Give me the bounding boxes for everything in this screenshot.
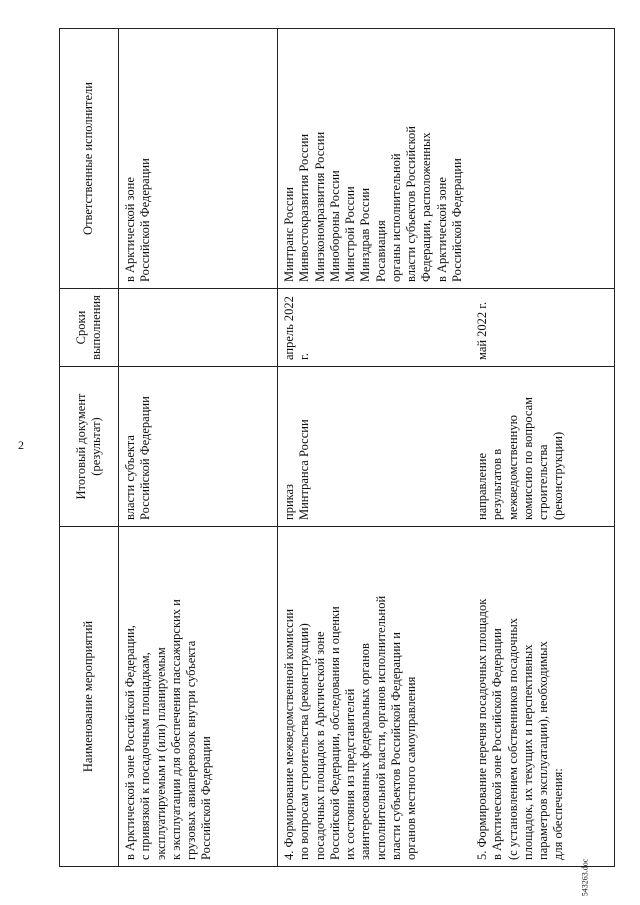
header-deadline: Сроки выполнения — [60, 289, 119, 367]
table-row — [119, 29, 278, 867]
measures-table — [59, 28, 615, 867]
table-row — [471, 29, 615, 867]
row-2-name: 4. Формирование межведомственной комиссии по вопросам строительства (реконструкции) посадочных площадок в Арктической зоне Российской Федерации, обследования и оценки их состояния из представителей заинтересованных федеральных органов исполнительной власти, органов исполнительной власти субъектов Российской Федерации и органов местного самоуправления — [278, 527, 472, 867]
row-1-name: в Арктической зоне Российской Федерации, с привязкой к посадочным площадкам, эксплуатируемым и (или) планируемым к эксплуатации для обеспечения пассажирских и грузовых авиаперевозок внутри субъекта Российской Федерации — [119, 527, 278, 867]
row-3-name: 5. Формирование перечня посадочных площадок в Арктической зоне Российской Федерации (с установлением собственников посадочных площадок, их текущих и перспективных параметров эксплуатации), необходимых для обеспечения: — [471, 527, 615, 867]
row-3-document: направление результатов в межведомственную комиссию по вопросам строительства (реконструкции) — [471, 367, 615, 527]
row-1-deadline — [119, 289, 278, 367]
row-2-deadline: апрель 2022 г. — [278, 289, 472, 367]
table-header-row — [60, 29, 119, 867]
row-3-deadline: май 2022 г. — [471, 289, 615, 367]
page-number: 2 — [18, 438, 24, 452]
row-2-responsible: Минтранс России Минвостокразвития России Минэкономразвития России Минобороны России Минстрой России Минздрав России Росавиация органы исполнительной власти субъектов Российской Федерации, расположенных в Арктической зоне Российской Федерации — [278, 29, 472, 289]
document-file-id — [580, 858, 606, 897]
header-name: Наименование мероприятий — [60, 527, 119, 867]
row-2-document: приказ Минтранса России — [278, 367, 472, 527]
header-responsible: Ответственные исполнители — [60, 29, 119, 289]
header-document: Итоговый документ (результат) — [60, 367, 119, 527]
table-row — [278, 29, 472, 867]
document-table-container — [59, 29, 594, 867]
row-3-responsible — [471, 29, 615, 289]
document-file-id-text: 543263.doc — [580, 858, 590, 897]
row-1-document: власти субъекта Российской Федерации — [119, 367, 278, 527]
row-1-responsible: в Арктической зоне Российской Федерации — [119, 29, 278, 289]
